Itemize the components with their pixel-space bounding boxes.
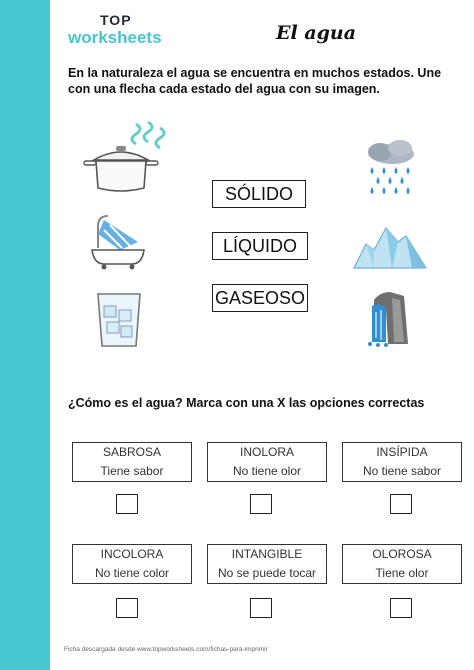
shower-bathtub-icon	[90, 212, 150, 272]
option-desc: No tiene olor	[232, 464, 302, 478]
checkbox-sabrosa[interactable]	[116, 494, 138, 514]
question-text: ¿Cómo es el agua? Marca con una X las opciones correctas	[68, 396, 425, 410]
page-title: El agua	[276, 22, 357, 44]
option-name: SABROSA	[102, 445, 162, 459]
accent-sidebar	[0, 0, 50, 670]
option-name: INCOLORA	[100, 547, 164, 561]
option-name: INSÍPIDA	[376, 445, 428, 459]
option-desc: No tiene color	[94, 566, 170, 580]
option-name: INOLORA	[239, 445, 294, 459]
option-desc: Tiene olor	[375, 566, 429, 580]
checkbox-olorosa[interactable]	[390, 598, 412, 618]
option-card-sabrosa	[72, 442, 192, 482]
option-card-insipida	[342, 442, 462, 482]
steaming-pot-icon	[78, 120, 178, 198]
checkbox-intangible[interactable]	[250, 598, 272, 618]
brand-logo-bottom: worksheets	[68, 28, 162, 47]
option-desc: No tiene sabor	[362, 464, 442, 478]
state-word-liquido[interactable]: LÍQUIDO	[212, 232, 308, 260]
instruction-text: En la naturaleza el agua se encuentra en muchos estados. Une con una flecha cada estado del agua con su imagen.	[68, 66, 442, 96]
ice-glass-icon	[92, 290, 146, 350]
footer-text: Ficha descargada desde www.topworksheets.com/fichas-para-imprimir	[64, 646, 268, 653]
brand-logo-top: TOP	[100, 12, 132, 28]
waterfall-icon	[364, 290, 410, 348]
option-name: OLOROSA	[372, 547, 432, 561]
checkbox-incolora[interactable]	[116, 598, 138, 618]
state-word-solido[interactable]: SÓLIDO	[212, 180, 306, 208]
option-card-olorosa	[342, 544, 462, 584]
option-desc: Tiene sabor	[100, 464, 164, 478]
option-name: INTANGIBLE	[231, 547, 303, 561]
option-card-incolora	[72, 544, 192, 584]
state-word-gaseoso[interactable]: GASEOSO	[212, 284, 308, 312]
option-card-intangible	[207, 544, 327, 584]
rain-cloud-icon	[362, 140, 420, 196]
option-card-inolora	[207, 442, 327, 482]
checkbox-insipida[interactable]	[390, 494, 412, 514]
iceberg-icon	[352, 222, 428, 272]
option-desc: No se puede tocar	[217, 566, 317, 580]
worksheet-page	[50, 0, 474, 670]
checkbox-inolora[interactable]	[250, 494, 272, 514]
